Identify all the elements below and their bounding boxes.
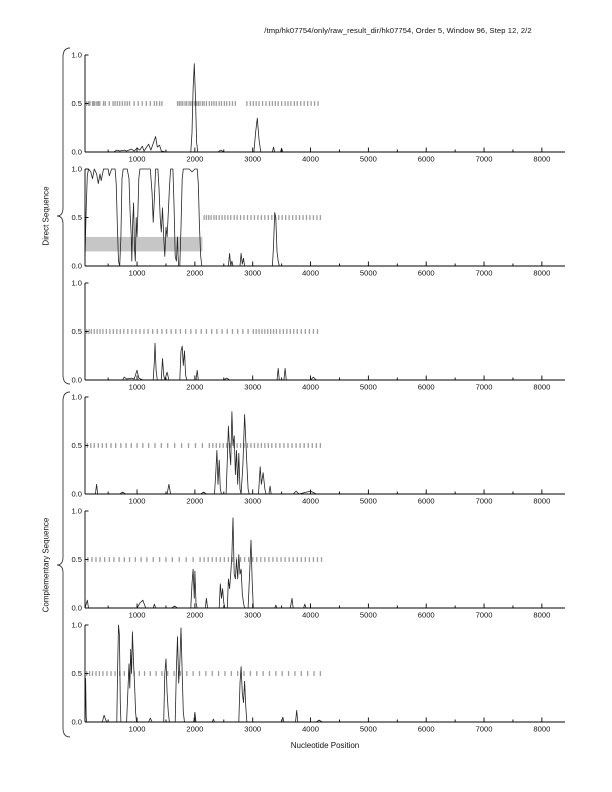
x-tick-label: 1000: [128, 382, 146, 392]
x-tick-label: 1000: [128, 724, 146, 734]
x-tick-label: 4000: [302, 724, 319, 734]
x-tick-label: 6000: [417, 724, 435, 734]
x-tick-label: 6000: [417, 382, 435, 392]
axes: [85, 625, 565, 722]
x-tick-label: 7000: [475, 154, 493, 164]
x-tick-label: 4000: [302, 496, 319, 506]
x-tick-label: 1000: [128, 154, 146, 164]
x-tick-label: 3000: [244, 382, 262, 392]
x-tick-label: 1000: [128, 496, 146, 506]
x-tick-label: 7000: [475, 496, 493, 506]
x-tick-label: 3000: [244, 268, 262, 278]
y-tick-label: 0.0: [71, 717, 82, 727]
x-tick-label: 5000: [359, 154, 377, 164]
x-tick-label: 2000: [186, 724, 204, 734]
panel-direct-1: [60, 47, 612, 169]
x-tick-label: 6000: [417, 154, 435, 164]
x-tick-label: 3000: [244, 610, 262, 620]
y-tick-label: 0.5: [71, 441, 82, 451]
trace-line: [85, 64, 322, 152]
trace-line: [85, 343, 322, 380]
x-tick-label: 3000: [244, 496, 262, 506]
y-tick-label: 0.0: [71, 603, 82, 613]
group-label-direct-sequence: Direct Sequence: [41, 186, 51, 246]
x-tick-label: 8000: [533, 382, 551, 392]
x-tick-label: 1000: [128, 268, 146, 278]
y-tick-label: 0.5: [71, 555, 82, 565]
panel-direct-3: [60, 275, 612, 397]
y-tick-label: 0.5: [71, 213, 82, 223]
x-tick-label: 3000: [244, 724, 262, 734]
y-tick-label: 1.0: [71, 620, 82, 630]
match-marks: [87, 443, 320, 448]
y-tick-label: 0.5: [71, 669, 82, 679]
x-tick-label: 5000: [359, 268, 377, 278]
y-tick-label: 0.5: [71, 99, 82, 109]
x-tick-label: 6000: [417, 268, 435, 278]
match-marks: [87, 329, 318, 334]
match-marks: [87, 671, 321, 676]
y-tick-label: 1.0: [71, 50, 82, 60]
y-tick-label: 0.0: [71, 375, 82, 385]
axes: [85, 397, 565, 494]
x-tick-label: 8000: [533, 724, 551, 734]
x-tick-label: 2000: [186, 268, 204, 278]
y-tick-label: 0.0: [71, 147, 82, 157]
panel-complementary-3: [60, 617, 612, 739]
group-label-complementary-sequence: Complementary Sequence: [41, 517, 51, 613]
x-tick-label: 2000: [186, 610, 204, 620]
x-tick-label: 2000: [186, 154, 204, 164]
trace-line: [85, 412, 322, 494]
x-tick-label: 3000: [244, 154, 262, 164]
plot-title: /tmp/hk07754/only/raw_result_dir/hk07754, Order 5, Window 96, Step 12, 2/2: [264, 26, 532, 35]
highlight-band: [85, 237, 202, 252]
match-marks: [204, 215, 320, 220]
x-tick-label: 1000: [128, 610, 146, 620]
y-tick-label: 0.0: [71, 261, 82, 271]
x-tick-label: 7000: [475, 382, 493, 392]
x-tick-label: 8000: [533, 496, 551, 506]
y-tick-label: 0.5: [71, 327, 82, 337]
x-tick-label: 7000: [475, 610, 493, 620]
x-tick-label: 8000: [533, 154, 551, 164]
axes: [85, 511, 565, 608]
y-tick-label: 1.0: [71, 278, 82, 288]
x-tick-label: 5000: [359, 496, 377, 506]
x-tick-label: 7000: [475, 268, 493, 278]
y-tick-label: 1.0: [71, 392, 82, 402]
x-tick-label: 5000: [359, 610, 377, 620]
x-tick-label: 2000: [186, 496, 204, 506]
x-tick-label: 7000: [475, 724, 493, 734]
x-tick-label: 2000: [186, 382, 204, 392]
y-tick-label: 1.0: [71, 164, 82, 174]
x-tick-label: 5000: [359, 724, 377, 734]
y-tick-label: 1.0: [71, 506, 82, 516]
trace-line: [85, 625, 322, 722]
x-tick-label: 4000: [302, 610, 319, 620]
match-marks: [88, 557, 322, 562]
x-tick-label: 4000: [302, 382, 319, 392]
panel-direct-2: [60, 161, 612, 283]
x-axis-title: Nucleotide Position: [290, 741, 360, 750]
x-tick-label: 5000: [359, 382, 377, 392]
x-tick-label: 8000: [533, 610, 551, 620]
x-tick-label: 4000: [302, 268, 319, 278]
panel-complementary-2: [60, 503, 612, 625]
match-marks: [87, 101, 318, 106]
x-tick-label: 6000: [417, 610, 435, 620]
x-tick-label: 8000: [533, 268, 551, 278]
x-tick-label: 6000: [417, 496, 435, 506]
y-tick-label: 0.0: [71, 489, 82, 499]
x-tick-label: 4000: [302, 154, 319, 164]
panel-complementary-1: [60, 389, 612, 511]
trace-line: [85, 518, 322, 608]
